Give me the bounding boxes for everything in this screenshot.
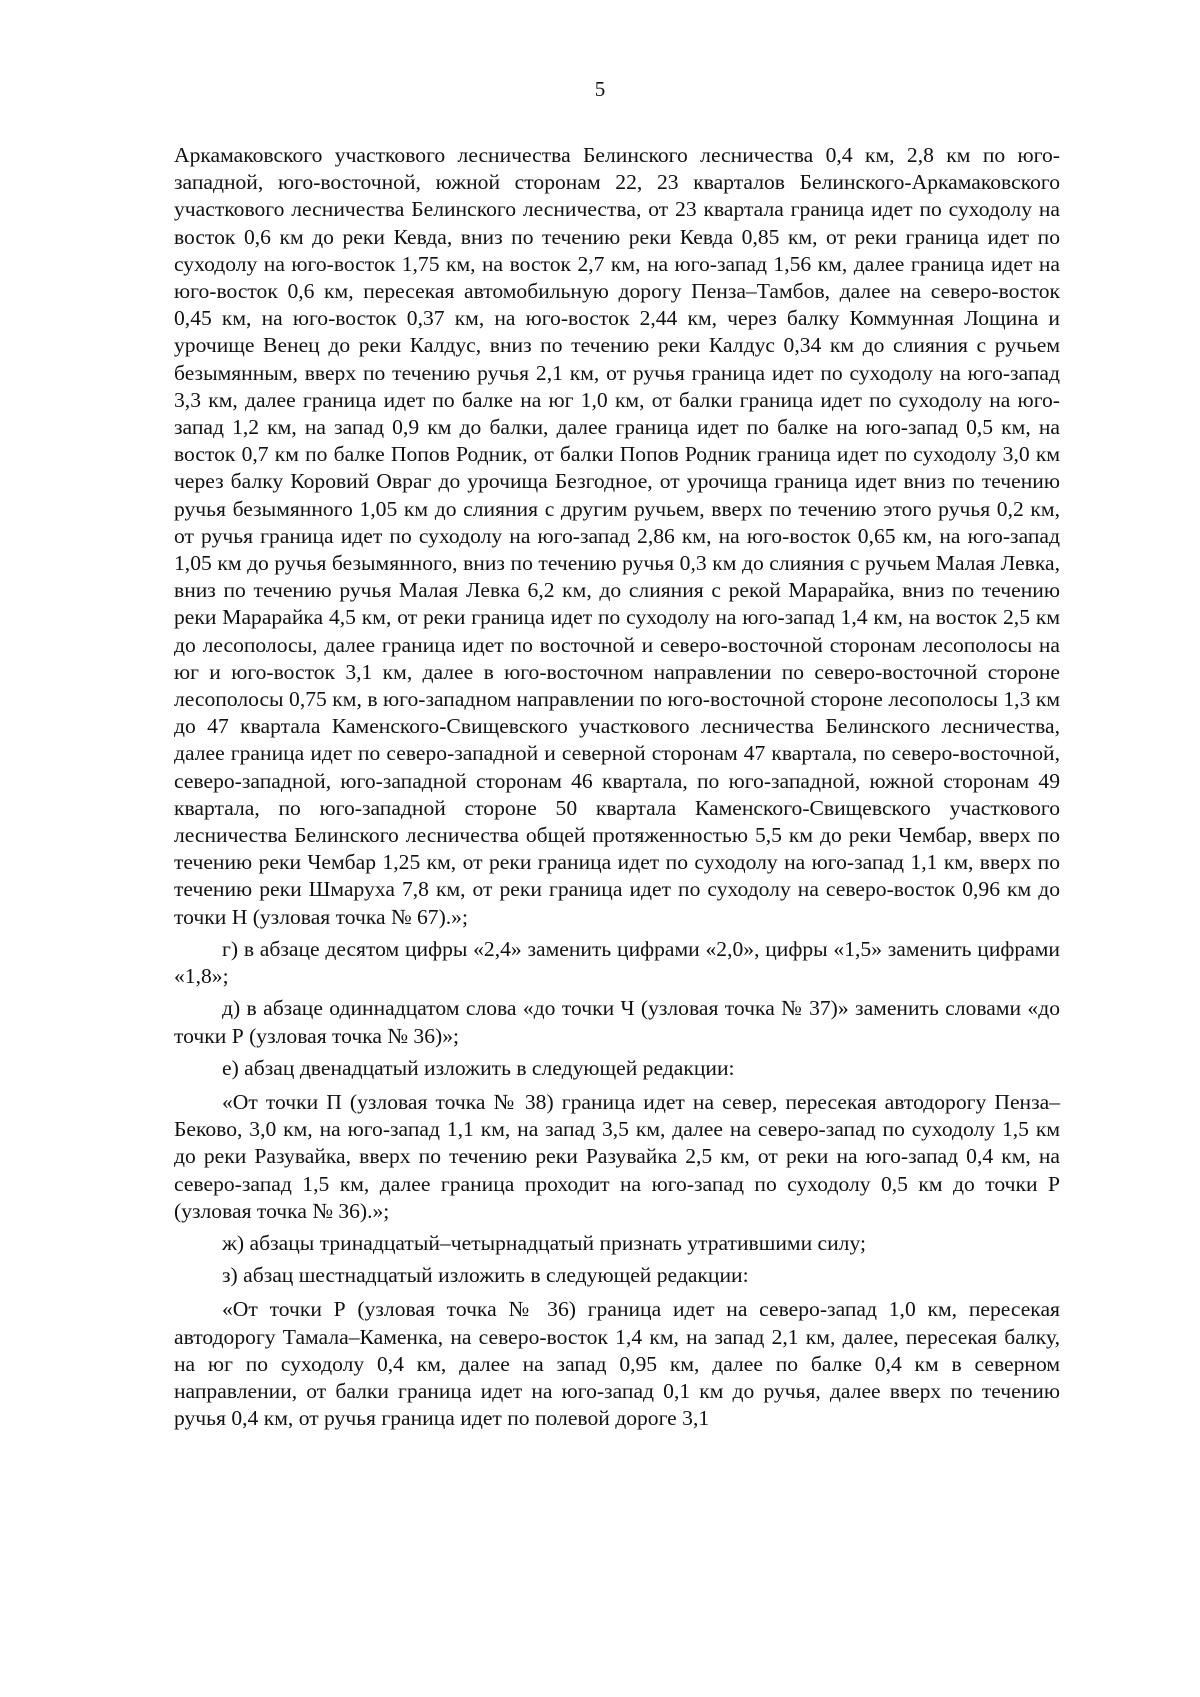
paragraph-boundary-description-continued: Аркамаковского участкового лесничества Белинского лесничества 0,4 км, 2,8 км по юго-западной, юго-восточной, южной сторонам 22, 23 кварталов Белинского-Аркамаковского участкового лесничества Белинского лесничества, от 23 квартала граница идет по суходолу на восток 0,6 км до реки Кевда, вниз по течению реки Кевда 0,85 км, от реки граница идет по суходолу на юго-восток 1,75 км, на восток 2,7 км, на юго-запад 1,56 км, далее граница идет на юго-восток 0,6 км, пересекая автомобильную дорогу Пенза–Тамбов, далее на северо-восток 0,45 км, на юго-восток 0,37 км, на юго-восток 2,44 км, через балку Коммунная Лощина и урочище Венец до реки Калдус, вниз по течению реки Калдус 0,34 км до слияния с ручьем безымянным, вверх по течению ручья 2,1 км, от ручья граница идет по суходолу на юго-запад 3,3 км, далее граница идет по балке на юг 1,0 км, от балки граница идет по суходолу на юго-запад 1,2 км, на запад 0,9 км до балки, далее граница идет по балке на юго-запад 0,5 км, на восток 0,7 км по балке Попов Родник, от балки Попов Родник граница идет по суходолу 3,0 км через балку Коровий Овраг до урочища Безгодное, от урочища граница идет вниз по течению ручья безымянного 1,05 км до слияния с другим ручьем, вверх по течению этого ручья 0,2 км, от ручья граница идет по суходолу на юго-запад 2,86 км, на юго-восток 0,65 км, на юго-запад 1,05 км до ручья безымянного, вниз по течению ручья 0,3 км до слияния с ручьем Малая Левка, вниз по течению ручья Малая Левка 6,2 км, до слияния с рекой Марарайка, вниз по течению реки Марарайка 4,5 км, от реки граница идет по суходолу на юго-запад 1,4 км, на восток 2,5 км до лесополосы, далее граница идет по восточной и северо-восточной сторонам лесополосы на юг и юго-восток 3,1 км, далее в юго-восточном направлении по северо-восточной стороне лесополосы 0,75 км, в юго-западном направлении по юго-восточной стороне лесополосы 1,3 км до 47 квартала Каменского-Свищевского участкового лесничества Белинского лесничества, далее граница идет по северо-западной и северной сторонам 47 квартала, по северо-восточной, северо-западной, юго-западной сторонам 46 квартала, по юго-западной, южной сторонам 49 квартала, по юго-западной стороне 50 квартала Каменского-Свищевского участкового лесничества Белинского лесничества общей протяженностью 5,5 км до реки Чембар, вверх по течению реки Чембар 1,25 км, от реки граница идет по суходолу на юго-запад 1,1 км, вверх по течению реки Шмаруха 7,8 км, от реки граница идет по суходолу на северо-восток 0,96 км до точки Н (узловая точка № 67).»;	[174, 143, 1060, 929]
paragraph-item-g: г) в абзаце десятом цифры «2,4» заменить цифрами «2,0», цифры «1,5» заменить цифрами «1,8»;	[174, 936, 1060, 989]
paragraph-quoted-point-r: «От точки Р (узловая точка № 36) граница идет на северо-запад 1,0 км, пересекая автодорогу Тамала–Каменка, на северо-восток 1,4 км, на запад 2,1 км, далее, пересекая балку, на юг по суходолу 0,4 км, далее на запад 0,95 км, далее по балке 0,4 км в северном направлении, от балки граница идет на юго-запад 0,1 км до ручья, далее вверх по течению ручья 0,4 км, от ручья граница идет по полевой дороге 3,1	[174, 1297, 1060, 1431]
page-number: 5	[594, 77, 606, 101]
paragraph-quoted-point-p: «От точки П (узловая точка № 38) граница идет на север, пересекая автодорогу Пенза–Беково, 3,0 км, на юго-запад 1,1 км, на запад 3,5 км, далее на северо-запад по суходолу 1,5 км до реки Разувайка, вверх по течению реки Разувайка 2,5 км, от реки на юго-запад 0,4 км, на северо-запад 1,5 км, далее граница проходит на юго-запад по суходолу 0,5 км до точки Р (узловая точка № 36).»;	[174, 1089, 1060, 1223]
paragraph-item-z: з) абзац шестнадцатый изложить в следующей редакции:	[222, 1263, 749, 1288]
paragraph-item-e: е) абзац двенадцатый изложить в следующей редакции:	[222, 1055, 735, 1080]
paragraph-item-zh: ж) абзацы тринадцатый–четырнадцатый признать утратившими силу;	[222, 1230, 866, 1255]
document-body	[174, 142, 1060, 1432]
paragraph-item-d: д) в абзаце одиннадцатом слова «до точки Ч (узловая точка № 37)» заменить словами «до точки Р (узловая точка № 36)»;	[174, 996, 1060, 1048]
